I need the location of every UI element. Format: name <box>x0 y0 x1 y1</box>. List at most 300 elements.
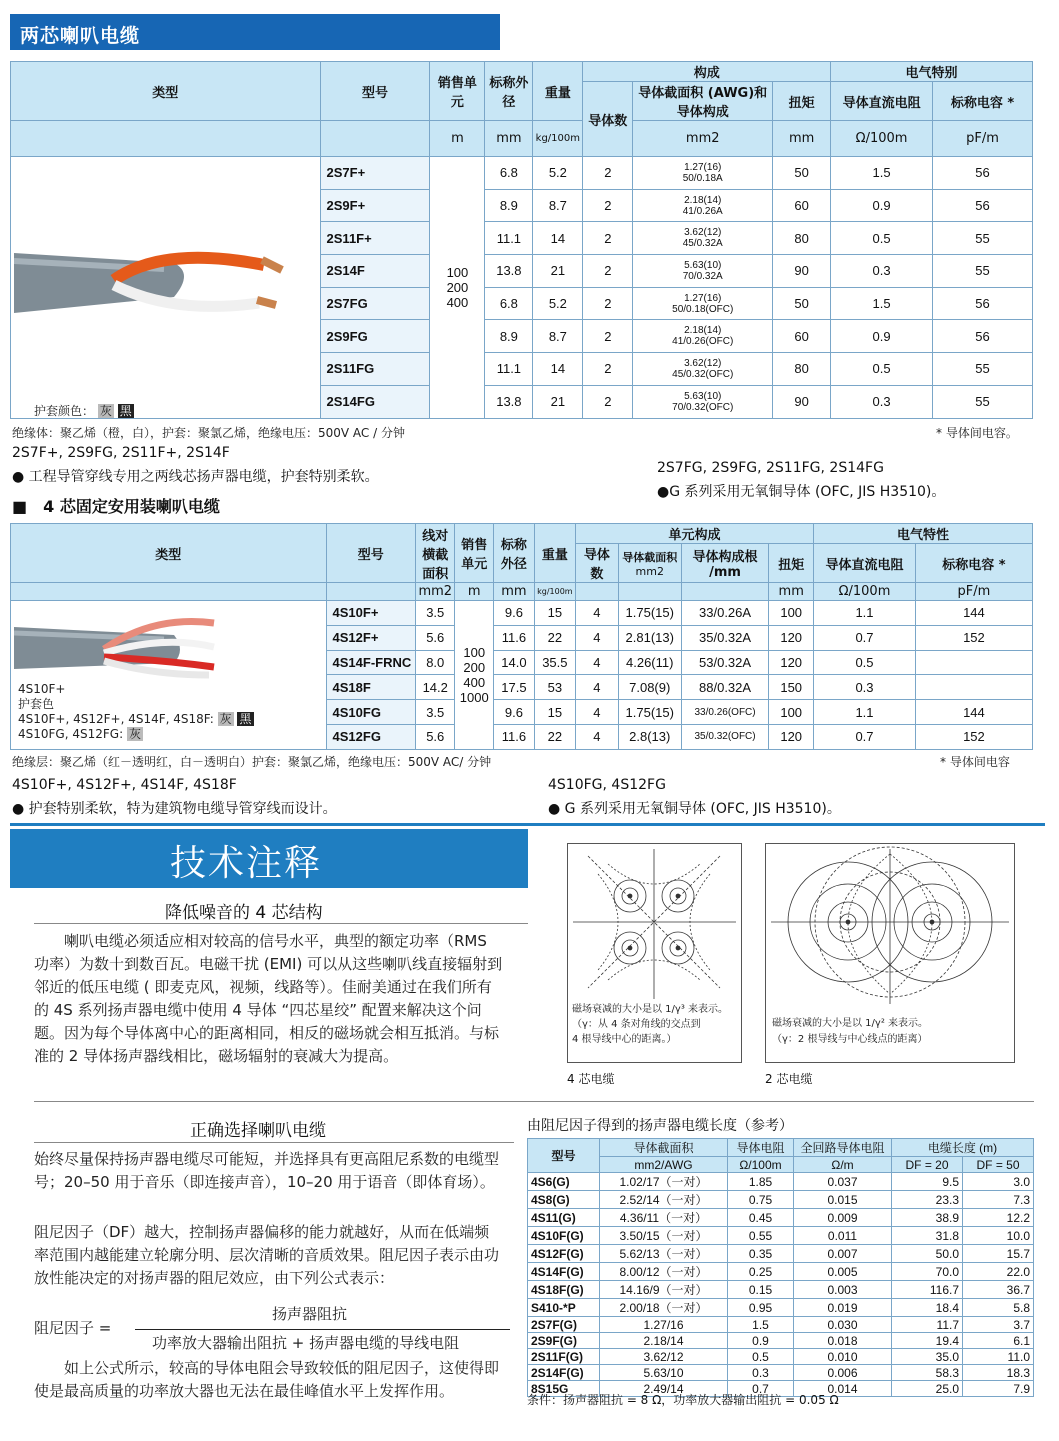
model-cell: 2S7FG <box>320 287 430 320</box>
model-cell: 4S10F+ <box>326 601 416 626</box>
h2-root: 导体构成根 /mm <box>681 544 769 583</box>
subtitle-noise: 降低噪音的 4 芯结构 <box>165 903 323 923</box>
loop-cell: 0.015 <box>794 1191 892 1209</box>
fig1-cap-d: 4 根导线中心的距离。） <box>572 1034 677 1045</box>
h2-res: 导体直流电阻 <box>814 544 916 583</box>
resistance-cell: 1.1 <box>814 700 916 725</box>
resistance-cell: 0.7 <box>728 1381 794 1397</box>
od-cell: 11.6 <box>494 625 535 650</box>
h2-twist: 扭矩 <box>769 544 814 583</box>
od-cell: 13.8 <box>485 385 533 418</box>
subtitle-selection: 正确选择喇叭电缆 <box>190 1121 326 1141</box>
model-cell: 8S15G <box>528 1381 600 1397</box>
df20-cell: 38.9 <box>892 1209 963 1227</box>
u2-res: Ω/100m <box>814 583 916 601</box>
area-cell: 5.6 <box>416 724 455 749</box>
loop-cell: 0.010 <box>794 1349 892 1365</box>
fig2-cap-b: 来表示。 <box>888 1018 929 1029</box>
weight-cell: 53 <box>534 675 575 700</box>
conductor-count-cell: 4 <box>575 724 618 749</box>
u-awg: mm2 <box>633 121 773 157</box>
du-df50: DF = 50 <box>963 1157 1034 1173</box>
weight-cell: 22 <box>534 625 575 650</box>
para-noise: 喇叭电缆必须适应相对较高的信号水平，典型的额定功率（RMS 功率）为数十到数百瓦。电磁干扰 (EMI) 可以从这些喇叭线直接辐射到邻近的低压电缆 ( 即麦克风，视频，线路等）。佳耐美通过在我们所有的 4S 系列扬声器电缆中使用 4 导体 “四芯星绞” 配置来解决这个问题。因为每个导体离中心的距离相同，相反的磁场就会相互抵消。与标准的 2 导体扬声器线相比，磁场辐射的衰减大为提高。 <box>34 932 503 1065</box>
df50-cell: 15.7 <box>963 1245 1034 1263</box>
df50-cell: 7.9 <box>963 1381 1034 1397</box>
model-cell: 2S11FG <box>320 353 430 386</box>
area-cell: 2.49/14 <box>600 1381 728 1397</box>
df50-cell: 18.3 <box>963 1365 1034 1381</box>
loop-cell: 0.014 <box>794 1381 892 1397</box>
formula-den: 功率放大器输出阻抗 + 扬声器电缆的导线电阻 <box>152 1334 460 1352</box>
twist-cell: 90 <box>773 255 831 288</box>
insulation-note-1: 绝缘体：聚乙烯（橙，白），护套：聚氯乙烯，绝缘电压：500V AC / 分钟 <box>12 426 405 440</box>
strand-cell: 33/0.26(OFC) <box>681 700 769 725</box>
od-cell: 17.5 <box>494 675 535 700</box>
resistance-cell: 0.45 <box>728 1209 794 1227</box>
hdr-od: 标称外径 <box>485 62 533 121</box>
conductor-count-cell: 2 <box>583 255 633 288</box>
resistance-cell: 1.5 <box>728 1317 794 1333</box>
fig1-cap-b: 来表示。 <box>688 1004 729 1015</box>
u-model <box>320 121 430 157</box>
fig1-cap-a: 磁场衰减的大小是以 <box>572 1004 662 1015</box>
resistance-cell: 1.5 <box>831 157 933 190</box>
df20-cell: 50.0 <box>892 1245 963 1263</box>
loop-cell: 0.030 <box>794 1317 892 1333</box>
table-row <box>528 1317 1034 1333</box>
conductor-count-cell: 4 <box>575 675 618 700</box>
u-unit: m <box>430 121 485 157</box>
weight-cell: 14 <box>533 222 583 255</box>
weight-cell: 14 <box>533 353 583 386</box>
conductor-count-cell: 4 <box>575 700 618 725</box>
weight-cell: 22 <box>534 724 575 749</box>
resistance-cell: 0.7 <box>814 625 916 650</box>
h2-unit: 销售单元 <box>455 524 494 583</box>
weight-cell: 15 <box>534 601 575 626</box>
df20-cell: 70.0 <box>892 1263 963 1281</box>
cap-note-2: * 导体间电容 <box>940 755 1010 769</box>
resistance-cell: 1.85 <box>728 1173 794 1191</box>
area-cell: 3.5 <box>416 601 455 626</box>
dh-loop: 全回路导体电阻 <box>794 1139 892 1157</box>
u2-unit: m <box>455 583 494 601</box>
df50-cell: 3.0 <box>963 1173 1034 1191</box>
twist-cell: 120 <box>769 650 814 675</box>
area-cell: 8.00/12（一对） <box>600 1263 728 1281</box>
u2-cond <box>575 583 618 601</box>
awg-cell: 2.8(13) <box>618 724 681 749</box>
u-cap: pF/m <box>933 121 1033 157</box>
u2-od: mm <box>494 583 535 601</box>
twist-cell: 90 <box>773 385 831 418</box>
model-cell: 4S10F(G) <box>528 1227 600 1245</box>
h2-weight: 重量 <box>534 524 575 583</box>
tech-notes-title: 技术注释 <box>10 829 528 884</box>
resistance-cell: 0.5 <box>814 650 916 675</box>
du-area: mm2/AWG <box>600 1157 728 1173</box>
resistance-cell: 0.5 <box>831 353 933 386</box>
conductor-count-cell: 2 <box>583 157 633 190</box>
awg-cell <box>633 157 773 190</box>
conductor-count-cell: 2 <box>583 320 633 353</box>
fig-2core-frame <box>765 843 1015 1063</box>
hdr-unit: 销售单元 <box>430 62 485 121</box>
model-cell: 2S9F+ <box>320 189 430 222</box>
h2-type: 类型 <box>11 524 327 583</box>
awg-size: 5.63(10) <box>684 259 722 271</box>
table-row <box>528 1333 1034 1349</box>
desc-note-4: ● G 系列采用无氧铜导体 (OFC, JIS H3510)。 <box>548 801 841 817</box>
color2-black: 黑 <box>239 712 252 726</box>
df20-cell: 11.7 <box>892 1317 963 1333</box>
capacitance-cell: 152 <box>915 724 1032 749</box>
model-cell: S410-*P <box>528 1299 600 1317</box>
weight-cell: 5.2 <box>533 157 583 190</box>
para-select: 始终尽量保持扬声器电缆尽可能短，并选择具有更高阻尼系数的电缆型号；20–50 用于音乐（即连接声音），10–20 用于语音（即体育场）。 <box>34 1150 500 1191</box>
hdr-capacitance: 标称电容 * <box>933 82 1033 121</box>
awg-cell <box>633 353 773 386</box>
loop-cell: 0.006 <box>794 1365 892 1381</box>
twist-cell: 80 <box>773 353 831 386</box>
du-loop: Ω/m <box>794 1157 892 1173</box>
model-cell: 4S8(G) <box>528 1191 600 1209</box>
strand-cell: 35/0.32A <box>681 625 769 650</box>
conductor-count-cell: 2 <box>583 287 633 320</box>
model-cell: 2S11F+ <box>320 222 430 255</box>
model-cell: 4S12FG <box>326 724 416 749</box>
area-cell: 5.63/10 <box>600 1365 728 1381</box>
loop-cell: 0.003 <box>794 1281 892 1299</box>
awg-size: 2.18(14) <box>684 325 722 337</box>
awg-cell: 2.81(13) <box>618 625 681 650</box>
od-cell: 9.6 <box>494 601 535 626</box>
df20-cell: 116.7 <box>892 1281 963 1299</box>
rule2 <box>34 1101 1034 1102</box>
df50-cell: 22.0 <box>963 1263 1034 1281</box>
h2-comp: 单元构成 <box>575 524 813 544</box>
fig-4core-frame <box>567 843 742 1063</box>
table-row <box>528 1263 1034 1281</box>
u2-root <box>681 583 769 601</box>
du-df20: DF = 20 <box>892 1157 963 1173</box>
u2-area: mm2 <box>416 583 455 601</box>
resistance-cell: 0.3 <box>831 385 933 418</box>
dh-len: 电缆长度 (m) <box>892 1139 1034 1157</box>
od-cell: 14.0 <box>494 650 535 675</box>
h2-awg-unit: mm2 <box>635 564 664 578</box>
area-cell: 3.5 <box>416 700 455 725</box>
divider <box>10 823 1045 826</box>
model-cell: 2S11F(G) <box>528 1349 600 1365</box>
jacket2-line1-text: 4S10F+, 4S12F+, 4S14F, 4S18F: <box>18 712 214 726</box>
resistance-cell: 0.75 <box>728 1191 794 1209</box>
hdr-twist: 扭矩 <box>773 82 831 121</box>
awg-size: 2.18(14) <box>684 194 722 206</box>
loop-cell: 0.009 <box>794 1209 892 1227</box>
strand-cell: 35/0.32(OFC) <box>681 724 769 749</box>
model-cell: 2S9F(G) <box>528 1333 600 1349</box>
area-cell: 8.0 <box>416 650 455 675</box>
u-weight: kg/100m <box>533 121 583 157</box>
resistance-cell: 0.3 <box>728 1365 794 1381</box>
fig-4core-caption: 磁场衰减的大小是以 1/γ³ 来表示。 （γ：从 4 条对角线的交点到 4 根导线中心的距离。） <box>572 1004 729 1045</box>
conductor-count-cell: 2 <box>583 189 633 222</box>
jacket-colors-label-2 <box>18 682 254 742</box>
df20-cell: 58.3 <box>892 1365 963 1381</box>
df20-cell: 31.8 <box>892 1227 963 1245</box>
u2-awg <box>618 583 681 601</box>
fig-4core-label: 4 芯电缆 <box>567 1072 615 1086</box>
desc-note-2: ●G 系列采用无氧铜导体 (OFC, JIS H3510)。 <box>657 484 946 500</box>
models-note-3: 4S10F+, 4S12F+, 4S14F, 4S18F <box>12 777 237 793</box>
area-cell: 14.2 <box>416 675 455 700</box>
resistance-cell: 0.7 <box>814 724 916 749</box>
strand-cell: 88/0.32A <box>681 675 769 700</box>
awg-size: 3.62(12) <box>684 357 722 369</box>
formula-line <box>135 1329 510 1330</box>
fig-2core-caption: 磁场衰减的大小是以 1/γ² 来表示。 （γ：2 根导线与中心线点的距离） <box>772 1016 928 1048</box>
capacitance-cell: 144 <box>915 700 1032 725</box>
awg-strand: 70/0.32A <box>682 270 723 282</box>
u2-wt: kg/100m <box>534 583 575 601</box>
capacitance-cell <box>915 675 1032 700</box>
area-cell: 2.18/14 <box>600 1333 728 1349</box>
capacitance-cell: 55 <box>933 255 1033 288</box>
loop-cell: 0.037 <box>794 1173 892 1191</box>
awg-strand: 50/0.18A <box>682 172 723 184</box>
u-type <box>11 121 321 157</box>
model-cell: 2S14F(G) <box>528 1365 600 1381</box>
desc-note-3: ● 护套特别柔软，特为建筑物电缆导管穿线而设计。 <box>12 801 337 817</box>
df50-cell: 7.3 <box>963 1191 1034 1209</box>
u2-twist: mm <box>769 583 814 601</box>
awg-strand: 41/0.26(OFC) <box>672 336 734 348</box>
df20-cell: 9.5 <box>892 1173 963 1191</box>
awg-cell: 4.26(11) <box>618 650 681 675</box>
du-res: Ω/100m <box>728 1157 794 1173</box>
weight-cell: 21 <box>533 385 583 418</box>
capacitance-cell: 55 <box>933 385 1033 418</box>
h2-awg <box>618 544 681 583</box>
od-cell: 9.6 <box>494 700 535 725</box>
dh-area: 导体截面积 <box>600 1139 728 1157</box>
area-cell: 3.50/15（一对） <box>600 1227 728 1245</box>
model-cell: 4S10FG <box>326 700 416 725</box>
conductor-count-cell: 4 <box>575 601 618 626</box>
capacitance-cell: 144 <box>915 601 1032 626</box>
awg-strand: 45/0.32(OFC) <box>672 368 734 380</box>
capacitance-cell: 55 <box>933 222 1033 255</box>
awg-cell: 7.08(9) <box>618 675 681 700</box>
sales-unit-cell: 100 200 400 1000 <box>455 601 494 750</box>
jacket-colors-label-1 <box>34 402 134 419</box>
weight-cell: 5.2 <box>533 287 583 320</box>
fig-2core-label: 2 芯电缆 <box>765 1072 813 1086</box>
area-cell: 5.6 <box>416 625 455 650</box>
section-title-2core: 两芯喇叭电缆 <box>10 14 500 50</box>
awg-size: 5.63(10) <box>684 390 722 402</box>
strand-cell: 33/0.26A <box>681 601 769 626</box>
jacket2-label: 护套色 <box>18 697 55 711</box>
df20-cell: 25.0 <box>892 1381 963 1397</box>
resistance-cell: 0.15 <box>728 1281 794 1299</box>
u-od: mm <box>485 121 533 157</box>
fig2-cap-a: 磁场衰减的大小是以 <box>772 1018 862 1029</box>
od-cell: 8.9 <box>485 320 533 353</box>
model-cell: 4S12F(G) <box>528 1245 600 1263</box>
weight-cell: 8.7 <box>533 189 583 222</box>
jacket2-model: 4S10F+ <box>18 682 66 696</box>
weight-cell: 8.7 <box>533 320 583 353</box>
loop-cell: 0.019 <box>794 1299 892 1317</box>
df50-cell: 3.7 <box>963 1317 1034 1333</box>
weight-cell: 15 <box>534 700 575 725</box>
resistance-cell: 0.3 <box>831 255 933 288</box>
model-cell: 4S11(G) <box>528 1209 600 1227</box>
table-row <box>11 157 1033 190</box>
conductor-count-cell: 2 <box>583 353 633 386</box>
jacket-label: 护套颜色： <box>34 404 95 418</box>
strand-cell: 53/0.32A <box>681 650 769 675</box>
jacket2-line2-text: 4S10FG, 4S12FG: <box>18 727 124 741</box>
hdr-model: 型号 <box>320 62 430 121</box>
awg-cell: 1.75(15) <box>618 601 681 626</box>
damping-table <box>527 1138 1034 1397</box>
conductor-count-cell: 4 <box>575 625 618 650</box>
resistance-cell: 0.9 <box>831 189 933 222</box>
table-row <box>528 1209 1034 1227</box>
tech-underline <box>10 884 528 888</box>
area-cell: 14.16/9（一对） <box>600 1281 728 1299</box>
h2-area: 线对横截面积 <box>416 524 455 583</box>
twist-cell: 100 <box>769 601 814 626</box>
cap-note-1: * 导体间电容。 <box>936 426 1018 440</box>
df20-cell: 35.0 <box>892 1349 963 1365</box>
resistance-cell: 0.9 <box>728 1333 794 1349</box>
twist-cell: 150 <box>769 675 814 700</box>
h2-awg-label: 导体截面积 <box>622 550 678 564</box>
awg-cell <box>633 189 773 222</box>
desc-note-1: ● 工程导管穿线专用之两线芯扬声器电缆，护套特别柔软。 <box>12 469 379 485</box>
twist-cell: 120 <box>769 625 814 650</box>
fig-2core-diagram <box>766 844 1014 1009</box>
damp-table-title: 由阻尼因子得到的扬声器电缆长度（参考） <box>527 1118 793 1134</box>
awg-cell <box>633 255 773 288</box>
resistance-cell: 0.35 <box>728 1245 794 1263</box>
color2-gray-b: 灰 <box>128 727 141 741</box>
area-cell: 5.62/13（一对） <box>600 1245 728 1263</box>
model-cell: 4S14F(G) <box>528 1263 600 1281</box>
resistance-cell: 1.1 <box>814 601 916 626</box>
resistance-cell: 0.95 <box>728 1299 794 1317</box>
table-row <box>528 1191 1034 1209</box>
conductor-count-cell: 4 <box>575 650 618 675</box>
awg-cell <box>633 320 773 353</box>
awg-cell <box>633 222 773 255</box>
awg-cell: 1.75(15) <box>618 700 681 725</box>
formula-num: 扬声器阻抗 <box>272 1305 348 1323</box>
u-twist: mm <box>773 121 831 157</box>
jacket2-line2 <box>18 727 254 742</box>
resistance-cell: 0.25 <box>728 1263 794 1281</box>
rule1 <box>34 923 528 924</box>
table-row <box>528 1173 1034 1191</box>
resistance-cell: 0.5 <box>831 222 933 255</box>
h2-elec: 电气特性 <box>814 524 1033 544</box>
df50-cell: 11.0 <box>963 1349 1034 1365</box>
insulation-note-2: 绝缘层：聚乙烯（红－透明红，白－透明白）护套：聚氯乙烯，绝缘电压：500V AC/ 分钟 <box>12 755 492 769</box>
od-cell: 6.8 <box>485 157 533 190</box>
h2-cap: 标称电容 * <box>915 544 1032 583</box>
awg-cell <box>633 385 773 418</box>
awg-size: 1.27(16) <box>684 292 722 304</box>
model-cell: 2S14FG <box>320 385 430 418</box>
jacket2-line1 <box>18 712 254 727</box>
loop-cell: 0.005 <box>794 1263 892 1281</box>
resistance-cell: 0.3 <box>814 675 916 700</box>
four-core-cable-image <box>14 605 314 680</box>
damp-condition: 条件：扬声器阻抗 = 8 Ω，功率放大器输出阻抗 = 0.05 Ω <box>527 1393 839 1407</box>
hdr-conductors: 导体数 <box>583 82 633 157</box>
table-row <box>528 1227 1034 1245</box>
resistance-cell: 0.5 <box>728 1349 794 1365</box>
area-cell: 1.27/16 <box>600 1317 728 1333</box>
od-cell: 11.6 <box>494 724 535 749</box>
resistance-cell: 0.55 <box>728 1227 794 1245</box>
hdr-electrical: 电气特别 <box>831 62 1033 82</box>
df50-cell: 5.8 <box>963 1299 1034 1317</box>
loop-cell: 0.007 <box>794 1245 892 1263</box>
df20-cell: 23.3 <box>892 1191 963 1209</box>
hdr-weight: 重量 <box>533 62 583 121</box>
capacitance-cell <box>915 650 1032 675</box>
color-black: 黑 <box>119 404 132 418</box>
area-cell: 2.00/18（一对） <box>600 1299 728 1317</box>
model-cell: 4S12F+ <box>326 625 416 650</box>
model-cell: 2S7F+ <box>320 157 430 190</box>
awg-cell <box>633 287 773 320</box>
awg-strand: 50/0.18(OFC) <box>672 303 734 315</box>
od-cell: 11.1 <box>485 222 533 255</box>
awg-strand: 41/0.26A <box>682 205 723 217</box>
dh-model: 型号 <box>528 1139 600 1173</box>
conductor-count-cell: 2 <box>583 222 633 255</box>
models-note-1: 2S7F+, 2S9FG, 2S11F+, 2S14F <box>12 445 230 461</box>
twist-cell: 100 <box>769 700 814 725</box>
area-cell: 3.62/12 <box>600 1349 728 1365</box>
loop-cell: 0.011 <box>794 1227 892 1245</box>
od-cell: 8.9 <box>485 189 533 222</box>
table-row <box>528 1299 1034 1317</box>
h2-cond: 导体数 <box>575 544 618 583</box>
df50-cell: 36.7 <box>963 1281 1034 1299</box>
awg-size: 3.62(12) <box>684 227 722 239</box>
capacitance-cell: 55 <box>933 353 1033 386</box>
section-title-4core: ■ 4 芯固定安用装喇叭电缆 <box>12 497 220 516</box>
sales-unit-cell: 100 200 400 <box>430 157 485 419</box>
capacitance-cell: 56 <box>933 320 1033 353</box>
awg-strand: 45/0.32A <box>682 238 723 250</box>
u2-model <box>326 583 416 601</box>
od-cell: 13.8 <box>485 255 533 288</box>
two-core-cable-image <box>14 225 314 325</box>
table-row <box>528 1245 1034 1263</box>
model-cell: 4S14F-FRNC <box>326 650 416 675</box>
model-cell: 2S14F <box>320 255 430 288</box>
twist-cell: 80 <box>773 222 831 255</box>
